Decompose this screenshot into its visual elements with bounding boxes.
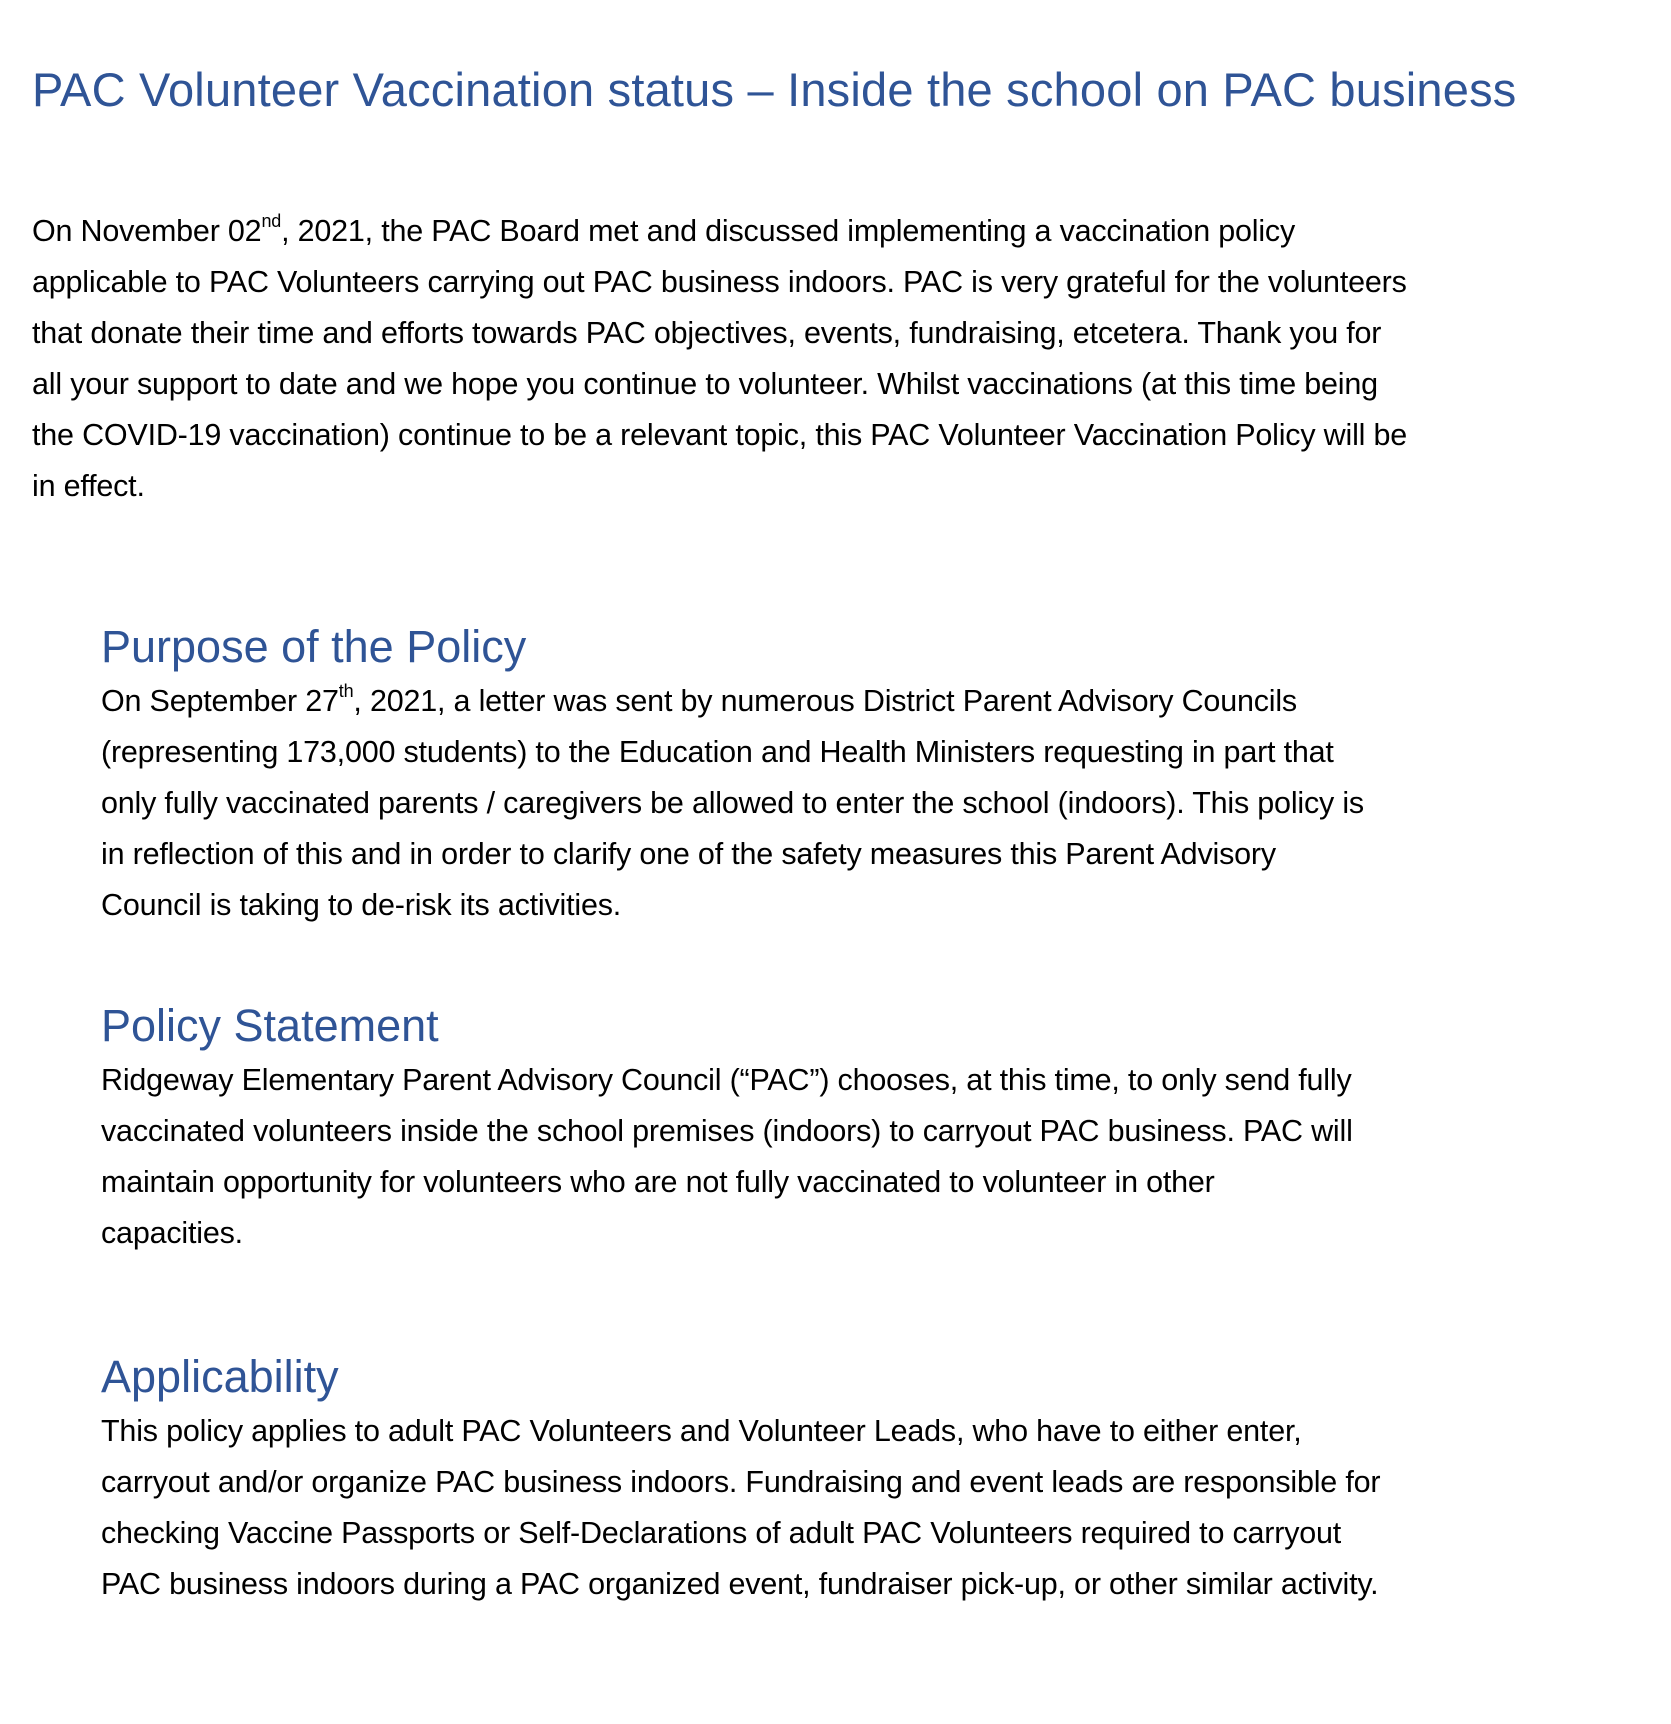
body-line: checking Vaccine Passports or Self-Declarations of adult PAC Volunteers required to carryout xyxy=(101,1516,1342,1550)
intro-line-text: On November 02 xyxy=(32,214,262,248)
body-line-text: , 2021, a letter was sent by numerous District Parent Advisory Councils xyxy=(353,684,1297,718)
body-line: This policy applies to adult PAC Volunteers and Volunteer Leads, who have to either enter, xyxy=(101,1414,1302,1448)
body-line: capacities. xyxy=(101,1216,243,1250)
body-line: Council is taking to de-risk its activities. xyxy=(101,888,622,922)
section-purpose-of-the-policy xyxy=(101,618,1661,931)
body-line: vaccinated volunteers inside the school premises (indoors) to carryout PAC business. PAC will xyxy=(101,1114,1353,1148)
intro-line: the COVID-19 vaccination) continue to be a relevant topic, this PAC Volunteer Vaccination Policy will be xyxy=(32,418,1408,452)
body-line: only fully vaccinated parents / caregivers be allowed to enter the school (indoors). This policy is xyxy=(101,786,1364,820)
body-line xyxy=(101,676,1661,727)
section-body xyxy=(101,1406,1661,1610)
body-line: Ridgeway Elementary Parent Advisory Council (“PAC”) chooses, at this time, to only send fully xyxy=(101,1063,1352,1097)
intro-line: all your support to date and we hope you continue to volunteer. Whilst vaccinations (at this time being xyxy=(32,367,1378,401)
section-body xyxy=(101,1055,1661,1259)
intro-paragraph xyxy=(32,206,1671,512)
section-body xyxy=(101,676,1661,931)
body-line: maintain opportunity for volunteers who are not fully vaccinated to volunteer in other xyxy=(101,1165,1215,1199)
section-heading: Purpose of the Policy xyxy=(101,621,527,672)
section-heading: Applicability xyxy=(101,1351,339,1402)
intro-line-text: , 2021, the PAC Board met and discussed implementing a vaccination policy xyxy=(281,214,1296,248)
intro-line xyxy=(32,206,1671,257)
intro-line: in effect. xyxy=(32,469,145,503)
section-heading: Policy Statement xyxy=(101,1000,439,1051)
body-line-text: On September 27 xyxy=(101,684,339,718)
section-applicability xyxy=(101,1348,1661,1610)
body-line: carryout and/or organize PAC business indoors. Fundraising and event leads are responsible for xyxy=(101,1465,1381,1499)
ordinal-suffix: th xyxy=(338,681,354,701)
body-line: in reflection of this and in order to clarify one of the safety measures this Parent Advisory xyxy=(101,837,1276,871)
intro-line: that donate their time and efforts towards PAC objectives, events, fundraising, etcetera. Thank you for xyxy=(32,316,1382,350)
page-title: PAC Volunteer Vaccination status – Inside the school on PAC business xyxy=(32,63,1517,116)
section-policy-statement xyxy=(101,997,1661,1259)
intro-line: applicable to PAC Volunteers carrying out PAC business indoors. PAC is very grateful for the volunteers xyxy=(32,265,1407,299)
body-line: (representing 173,000 students) to the Education and Health Ministers requesting in part that xyxy=(101,735,1334,769)
body-line: PAC business indoors during a PAC organized event, fundraiser pick-up, or other similar activity. xyxy=(101,1567,1379,1601)
ordinal-suffix: nd xyxy=(261,211,282,231)
